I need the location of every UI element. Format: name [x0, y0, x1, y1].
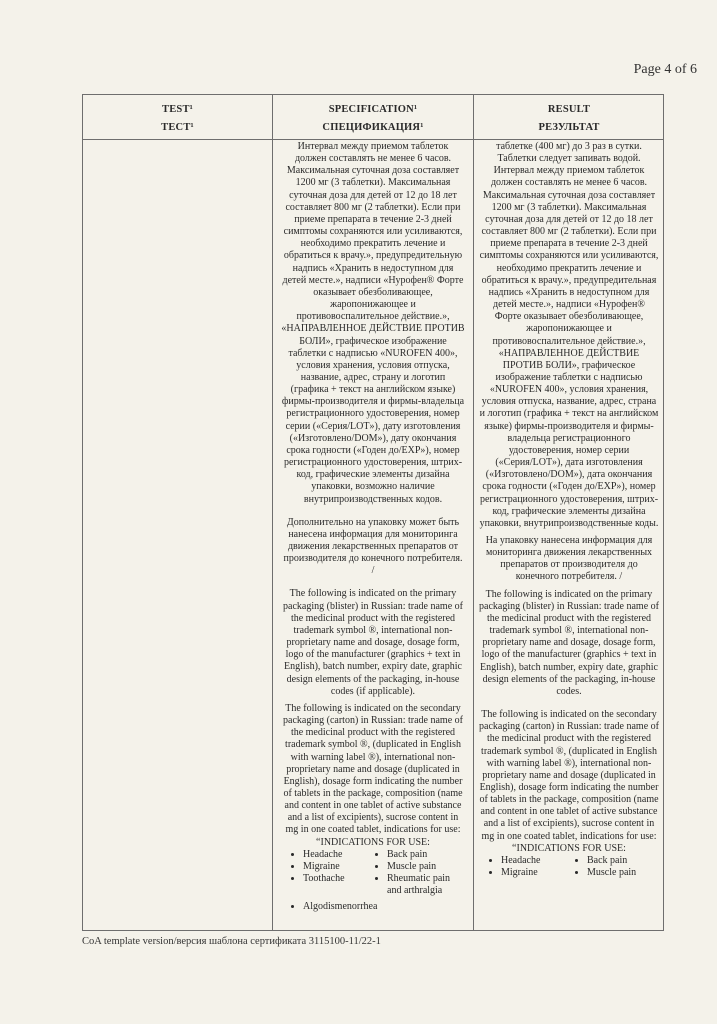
column-divider	[272, 95, 273, 930]
page-number: Page 4 of 6	[633, 62, 697, 77]
specification-cell	[281, 141, 465, 926]
result-en-primary: The following is indicated on the primary packaging (blister) in Russian: trade name of the medicinal product with the registered trademark symbol ®, international non-proprietary name and dosage, dosage form, logo of the manufacturer (graphics + text in English), batch number, expiry date, graphic design elements of the packaging, in-house codes.	[479, 588, 659, 697]
list-item: • Rheumatic pain and arthralgia	[387, 873, 463, 897]
spec-indications-list	[281, 849, 465, 898]
header-specification-ru: СПЕЦИФИКАЦИЯ¹	[322, 122, 424, 133]
list-item: • Muscle pain	[587, 867, 657, 879]
result-cell	[479, 141, 659, 926]
header-result	[474, 101, 664, 137]
list-item: • Back pain	[387, 849, 463, 861]
spec-ru-extra: Дополнительно на упаковку может быть нанесена информация для мониторинга движения лекарственных препаратов от производителя до конечного потребителя. /	[283, 516, 463, 577]
list-item: • Migraine	[501, 867, 540, 879]
result-ru-main: таблетке (400 мг) до 3 раз в сутки. Таблетки следует запивать водой. Интервал между приемом таблеток должен составлять не менее 6 часов. Максимальная суточная доза составляет 1200 мг (3 таблетки). Максимальная суточная доза для детей от 12 до 18 лет составляет 800 мг (2 таблетки). Если при приеме препарата в течение 2-3 дней симптомы сохраняются или усиливаются, необходимо прекратить лечение и обратиться к врачу.», предупредительная надпись «Хранить в недоступном для детей месте.», надписи «Нурофен® Форте оказывает обезболивающее, жаропонижающее и противовоспалительное действие.», «НАПРАВЛЕННОЕ ДЕЙСТВИЕ ПРОТИВ БОЛИ», графическое изображение таблетки с надписью «NUROFEN 400», условия хранения, условия отпуска, название, адрес, страна и логотип (графика + текст на английском языке) фирмы-производителя и фирмы-владельца регистрационного удостоверения, номер серии («Серия/LOT»), дата изготовления («Изготовлено/DOM»), дата окончания срока годности («Годен до/EXP»), номер регистрационного удостоверения, штрих-код, графические элементы дизайна упаковки, внутрипроизводственные коды.	[479, 141, 659, 529]
spec-ru-main: Интервал между приемом таблеток должен составлять не менее 6 часов. Максимальная суточная доза составляет 1200 мг (3 таблетки). Максимальная суточная доза для детей от 12 до 18 лет составляет 800 мг (2 таблетки). Если при приеме препарата в течение 2-3 дней симптомы сохраняются или усиливаются, необходимо прекратить лечение и обратиться к врачу.», предупредительную надпись «Хранить в недоступном для детей месте.», надписи «Нурофен® Форте оказывает обезболивающее, жаропонижающее и противовоспалительное действие.», «НАПРАВЛЕННОЕ ДЕЙСТВИЕ ПРОТИВ БОЛИ», графическое изображение таблетки с надписью «NUROFEN 400», условия хранения, условия отпуска, название, адрес, страну и логотип (графика + текст на английском языке) фирмы-производителя и фирмы-владельца регистрационного удостоверения, номер серии («Серия/LOT»), дату изготовления («Изготовлено/DOM»), дату окончания срока годности («Годен до/EXP»), номер регистрационного удостоверения, штрих-код, графические элементы дизайна упаковки, возможно наличие внутрипроизводственных кодов.	[281, 141, 465, 505]
spec-en-secondary: The following is indicated on the secondary packaging (carton) in Russian: trade name of the medicinal product with the registered trademark symbol ®, (duplicated in English with warning label ®), international non-proprietary name and dosage (duplicated in English), dosage form indicating the number of tablets in the package, composition (name and content in one tablet of active substance and a list of excipients), sucrose content in mg in one coated tablet, indications for use: “INDICATIONS FOR USE:	[283, 702, 463, 848]
template-version-footer: CoA template version/версия шаблона сертификата 3115100-11/22-1	[82, 936, 381, 947]
result-indications-list	[479, 855, 659, 879]
list-item: • Migraine	[303, 861, 345, 873]
list-item: • Algodismenorrhea	[303, 901, 377, 913]
spec-en-primary: The following is indicated on the primary packaging (blister) in Russian: trade name of the medicinal product with the registered trademark symbol ®, international non-proprietary name and dosage, dosage form, logo of the manufacturer (graphics + text in English), batch number, expiry date, graphic design elements of the packaging, in-house codes (if applicable).	[283, 588, 463, 697]
spec-indications-list-continued	[281, 901, 465, 913]
header-divider	[83, 139, 663, 140]
column-divider	[473, 95, 474, 930]
result-ru-extra: На упаковку нанесена информация для мониторинга движения лекарственных препаратов от производителя до конечного потребителя. /	[485, 535, 653, 583]
header-specification-en: SPECIFICATION¹	[328, 104, 418, 115]
list-item: • Headache	[501, 855, 540, 867]
header-test-ru: ТЕСТ¹	[161, 122, 194, 133]
list-item: • Headache	[303, 849, 345, 861]
header-result-en: RESULT	[547, 104, 591, 115]
header-test-en: TEST¹	[162, 104, 193, 115]
header-test	[83, 101, 272, 137]
list-item: • Back pain	[587, 855, 657, 867]
header-result-ru: РЕЗУЛЬТАТ	[538, 122, 600, 133]
coa-table	[82, 94, 664, 931]
header-specification	[273, 101, 473, 137]
list-item: • Muscle pain	[387, 861, 463, 873]
list-item: • Toothache	[303, 873, 345, 885]
result-en-secondary: The following is indicated on the secondary packaging (carton) in Russian: trade name of the medicinal product with the registered trademark symbol ®, (duplicated in English with warning label ®), international non-proprietary name and dosage (duplicated in English), dosage form indicating the number of tablets in the package, composition (name and content in one tablet of active substance and a list of excipients), sucrose content in mg in one coated tablet, indications for use: “INDICATIONS FOR USE:	[479, 709, 659, 854]
